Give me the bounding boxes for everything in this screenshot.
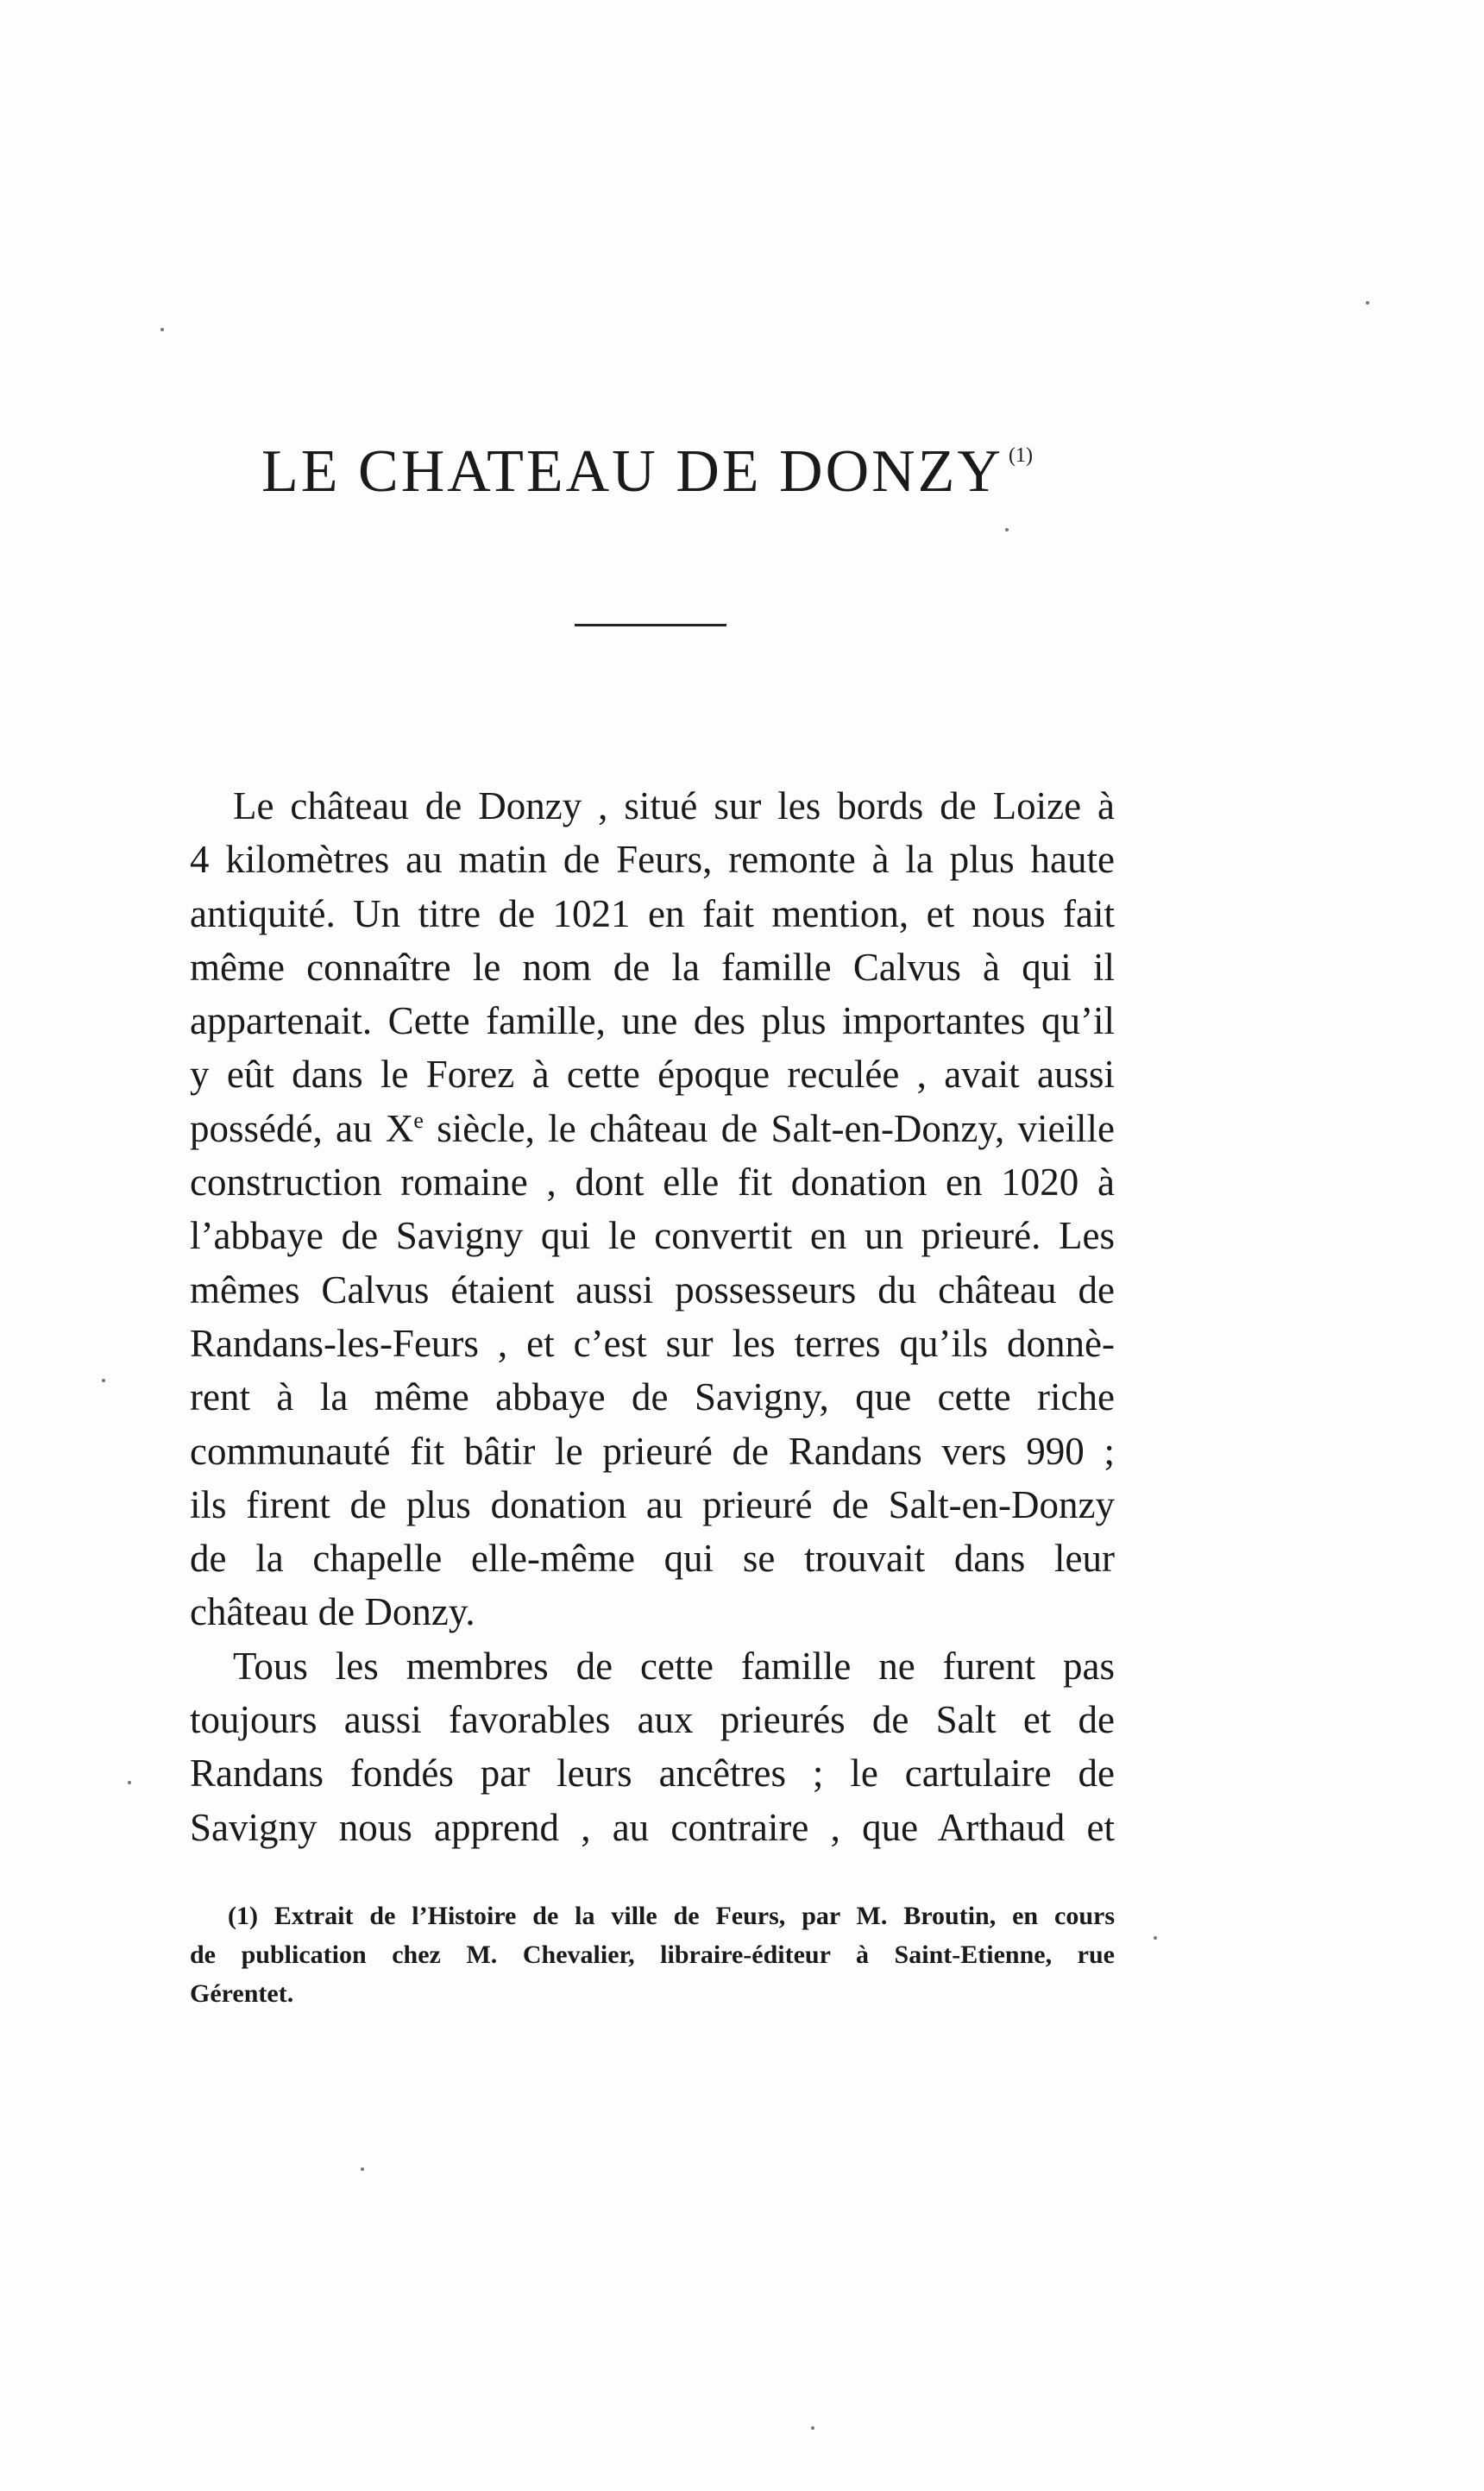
text-segment: siècle, le château de Salt-en-Donzy, vieille [423, 1106, 1115, 1150]
text-line: toujours aussi favorables aux prieurés de Salt et de [190, 1698, 1115, 1742]
text-line: même connaître le nom de la famille Calvus à qui il [190, 945, 1115, 989]
scan-speck [128, 1781, 131, 1784]
footnote [190, 1897, 1115, 2013]
text-line: appartenait. Cette famille, une des plus importantes qu’il [190, 999, 1115, 1043]
scan-speck [160, 328, 164, 331]
text-line: Savigny nous apprend , au contraire , que Arthaud et [190, 1805, 1115, 1849]
footnote-line: (1) Extrait de l’Histoire de la ville de Feurs, par M. Broutin, en cours [228, 1902, 1115, 1930]
text-line: communauté fit bâtir le prieuré de Randans vers 990 ; [190, 1429, 1115, 1473]
scan-speck [811, 2426, 814, 2430]
text-line: Randans fondés par leurs ancêtres ; le cartulaire de [190, 1752, 1115, 1796]
text-line: ils firent de plus donation au prieuré de Salt-en-Donzy [190, 1482, 1115, 1526]
title-divider [575, 624, 726, 626]
title-footnote-ref: (1) [1008, 444, 1033, 467]
title-text: LE CHATEAU DE DONZY [261, 438, 1003, 505]
text-segment: possédé, au X [190, 1106, 414, 1150]
footnote-line: de publication chez M. Chevalier, libraire-éditeur à Saint-Etienne, rue [190, 1941, 1115, 1969]
text-line: mêmes Calvus étaient aussi possesseurs du château de [190, 1268, 1115, 1312]
text-line: y eût dans le Forez à cette époque reculée , avait aussi [190, 1053, 1115, 1097]
text-line: rent à la même abbaye de Savigny, que cette riche [190, 1375, 1115, 1419]
text-line: antiquité. Un titre de 1021 en fait mention, et nous fait [190, 891, 1115, 935]
text-line [190, 1102, 1115, 1155]
text-line: Tous les membres de cette famille ne furent pas [233, 1644, 1115, 1688]
scan-speck [1005, 528, 1009, 532]
text-line: de la chapelle elle-même qui se trouvait dans leur [190, 1537, 1115, 1581]
text-line: château de Donzy. [190, 1590, 475, 1634]
text-line: Le château de Donzy , situé sur les bords de Loize à [233, 784, 1115, 827]
scan-speck [1366, 301, 1369, 305]
scan-speck [361, 2167, 364, 2171]
text-line: Randans-les-Feurs , et c’est sur les terres qu’ils donnè- [190, 1321, 1115, 1365]
page-title [0, 438, 1294, 505]
text-line: construction romaine , dont elle fit donation en 1020 à [190, 1161, 1115, 1205]
text-line: l’abbaye de Savigny qui le convertit en un prieuré. Les [190, 1214, 1115, 1258]
scan-speck [102, 1379, 105, 1382]
text-line: 4 kilomètres au matin de Feurs, remonte à la plus haute [190, 838, 1115, 882]
footnote-line: Gérentet. [190, 1979, 294, 2008]
century-superscript: e [413, 1107, 424, 1133]
body-text [190, 779, 1115, 1854]
scan-speck [1154, 1936, 1157, 1940]
